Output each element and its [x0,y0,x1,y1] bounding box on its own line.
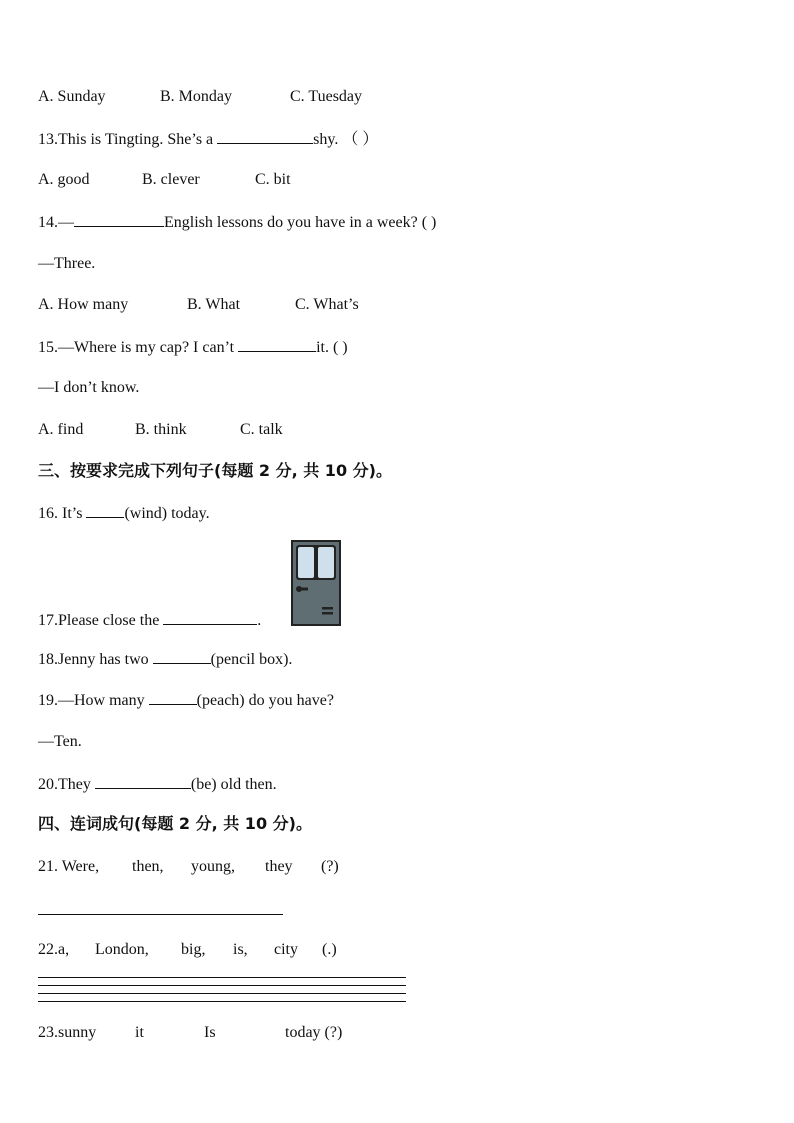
q17-text: 17.Please close the [38,612,160,629]
q21-word: young, [191,858,235,875]
q18-text: 18.Jenny has two [38,651,149,668]
q13-option-c: C. bit [255,171,291,188]
q15-options [38,420,283,440]
q18-blank[interactable] [153,649,211,664]
q22-word: London, [95,941,149,958]
q17-question [38,610,261,631]
q13-answer-paren[interactable]: （ ） [342,131,379,148]
q22-answer-line[interactable] [38,1001,406,1002]
q14-text-end: English lessons do you have in a week? ( ) [164,214,437,231]
q14-option-b: B. What [187,296,241,313]
q21-word: (?) [321,858,339,875]
q21-word: they [265,858,293,875]
q13-option-a: A. good [38,171,90,188]
q16-text-end: (wind) today. [124,505,210,522]
section-3-heading: 三、按要求完成下列句子(每题 2 分, 共 10 分)。 [38,461,392,480]
q21-word: then, [132,858,164,875]
q15-answer: —I don’t know. [38,379,140,396]
q13-blank[interactable] [217,129,313,144]
q22-word: is, [233,941,248,958]
q14-text: 14.— [38,214,74,231]
q19-question [38,690,334,711]
section-4-heading: 四、连词成句(每题 2 分, 共 10 分)。 [38,814,312,833]
q12-options [38,87,362,107]
q20-text: 20.They [38,776,91,793]
q15-blank[interactable] [238,337,316,352]
q19-answer: —Ten. [38,733,82,750]
q14-option-c: C. What’s [295,296,359,313]
q23-word: it [135,1024,144,1041]
q13-option-b: B. clever [142,171,200,188]
q23-word: 23.sunny [38,1024,97,1041]
q21-word: 21. Were, [38,858,100,875]
door-icon [291,540,341,626]
q17-text-end: . [257,612,262,629]
q22-answer-line[interactable] [38,985,406,986]
q22-word: 22.a, [38,941,70,958]
q23-words [38,1023,342,1043]
q18-question [38,649,292,670]
q16-text: 16. It’s [38,505,83,522]
q19-text: 19.—How many [38,692,145,709]
q16-blank[interactable] [86,503,124,518]
q18-text-end: (pencil box). [210,651,293,668]
q14-option-a: A. How many [38,296,129,313]
q15-option-c: C. talk [240,421,283,438]
q13-question [38,129,378,150]
q22-answer-line[interactable] [38,977,406,978]
q15-option-b: B. think [135,421,187,438]
q12-option-b: B. Monday [160,88,232,105]
q23-word: Is [204,1024,216,1041]
q13-text: 13.This is Tingting. She’s a [38,131,214,148]
q16-question [38,503,210,524]
q12-option-a: A. Sunday [38,88,106,105]
q14-question [38,212,436,233]
q14-options [38,295,359,315]
q13-text-end: shy. [313,131,339,148]
q12-option-c: C. Tuesday [290,88,363,105]
q22-word: big, [181,941,206,958]
q15-option-a: A. find [38,421,84,438]
q23-word: today (?) [285,1024,343,1041]
q15-text-end: it. ( ) [316,339,348,356]
q13-options [38,170,291,190]
q15-text: 15.—Where is my cap? I can’t [38,339,235,356]
q20-blank[interactable] [95,774,191,789]
q17-blank[interactable] [163,610,257,625]
q19-text-end: (peach) do you have? [196,692,334,709]
q20-text-end: (be) old then. [190,776,277,793]
q22-words [38,940,337,960]
q21-words [38,857,339,877]
q14-answer: —Three. [38,255,96,272]
q19-blank[interactable] [149,690,197,705]
q21-answer-line[interactable] [38,914,283,915]
q15-question [38,337,348,358]
q22-answer-line[interactable] [38,993,406,994]
q20-question [38,774,277,795]
q22-word: city [274,941,298,958]
q22-word: (.) [322,941,337,958]
q14-blank[interactable] [74,212,164,227]
